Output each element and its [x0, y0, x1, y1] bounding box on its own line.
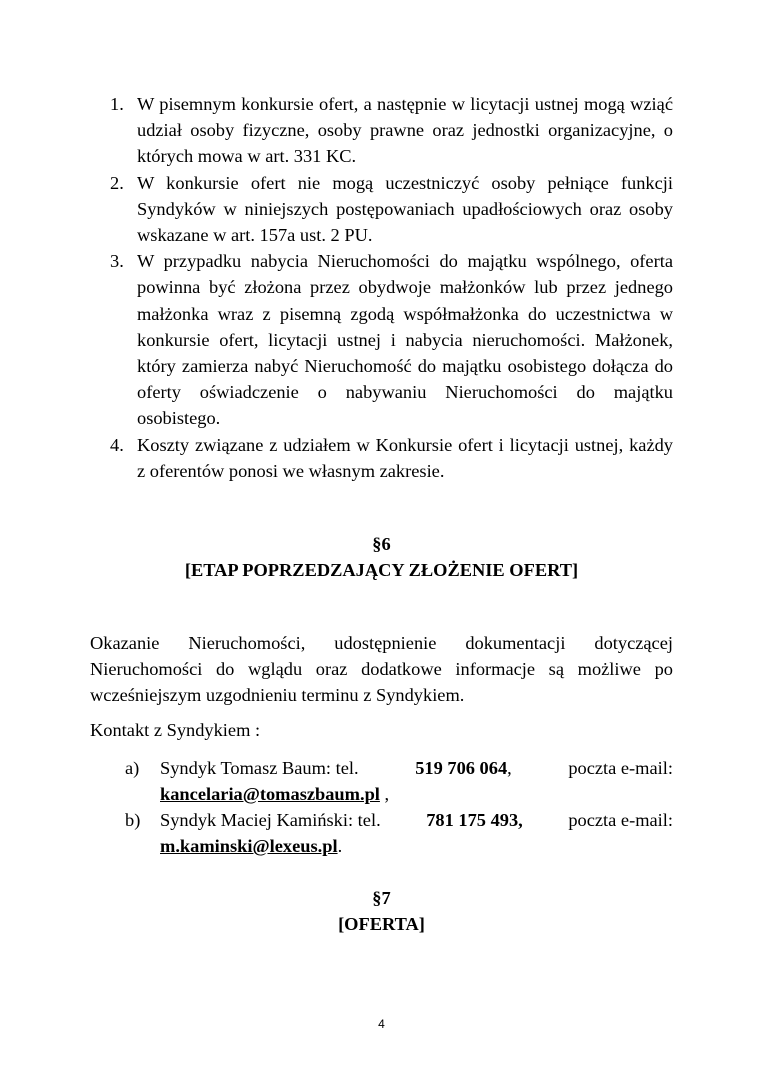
contact-separator: , [507, 758, 512, 778]
item-number: 3. [110, 251, 124, 272]
contact-mail-label: poczta e-mail: [568, 758, 673, 778]
contacts-list [125, 755, 673, 859]
list-item [110, 170, 673, 249]
list-item [110, 248, 673, 431]
contact-letter: a) [125, 758, 140, 778]
section-6-paragraph: Okazanie Nieruchomości, udostępnienie dokumentacji dotyczącej Nieruchomości do wglądu oraz dodatkowe informacje są możliwe po wcześniejszym uzgodnieniu terminu z Syndykiem. [90, 633, 673, 706]
contact-intro: Kontakt z Syndykiem : [90, 720, 261, 740]
list-item [110, 432, 673, 484]
item-text: Koszty związane z udziałem w Konkursie ofert i licytacji ustnej, każdy z oferentów ponosi we własnym zakresie. [137, 434, 673, 481]
contact-email-suffix: , [379, 784, 390, 804]
item-number: 1. [110, 94, 124, 114]
contact-email-link[interactable]: m.kaminski@lexeus.pl [160, 836, 338, 856]
section-7-number: §7 [372, 888, 391, 908]
contact-mail-label: poczta e-mail: [568, 810, 673, 830]
item-number: 4. [110, 434, 124, 455]
page-number: 4 [378, 1017, 385, 1031]
contact-item [125, 807, 673, 859]
section-7-title: [OFERTA] [338, 914, 425, 934]
contact-item [125, 755, 673, 807]
contact-phone: 519 706 064 [415, 758, 508, 778]
list-item [110, 91, 673, 170]
contact-name: Syndyk Maciej Kamiński: tel. [160, 810, 381, 830]
item-text: W przypadku nabycia Nieruchomości do majątku wspólnego, oferta powinna być złożona przez obydwoje małżonków lub przez jednego małżonka wraz z pisemną zgodą współmałżonka do uczestnictwa w konkursie ofert, licytacji ustnej i nabycia nieruchomości. Małżonek, który zamierza nabyć Nieruchomość do majątku osobistego dołącza do oferty oświadczenie o nabywaniu Nieruchomości do majątku osobistego. [137, 251, 673, 429]
contact-name: Syndyk Tomasz Baum: tel. [160, 758, 359, 778]
item-number: 2. [110, 172, 124, 193]
section-6-title: [ETAP POPRZEDZAJĄCY ZŁOŻENIE OFERT] [184, 560, 579, 580]
item-text: W konkursie ofert nie mogą uczestniczyć osoby pełniące funkcji Syndyków w niniejszych postępowaniach upadłościowych oraz osoby wskazane w art. 157a ust. 2 PU. [137, 172, 673, 246]
contact-email-suffix: . [337, 836, 343, 856]
item-text: W pisemnym konkursie ofert, a następnie w licytacji ustnej mogą wziąć udział osoby fizyczne, osoby prawne oraz jednostki organizacyjne, o których mowa w art. 331 KC. [137, 94, 673, 167]
section-6-number: §6 [372, 534, 391, 554]
contact-email-link[interactable]: kancelaria@tomaszbaum.pl [160, 784, 380, 804]
conditions-list [110, 91, 673, 484]
contact-letter: b) [125, 810, 141, 830]
contact-phone: 781 175 493, [426, 810, 523, 830]
